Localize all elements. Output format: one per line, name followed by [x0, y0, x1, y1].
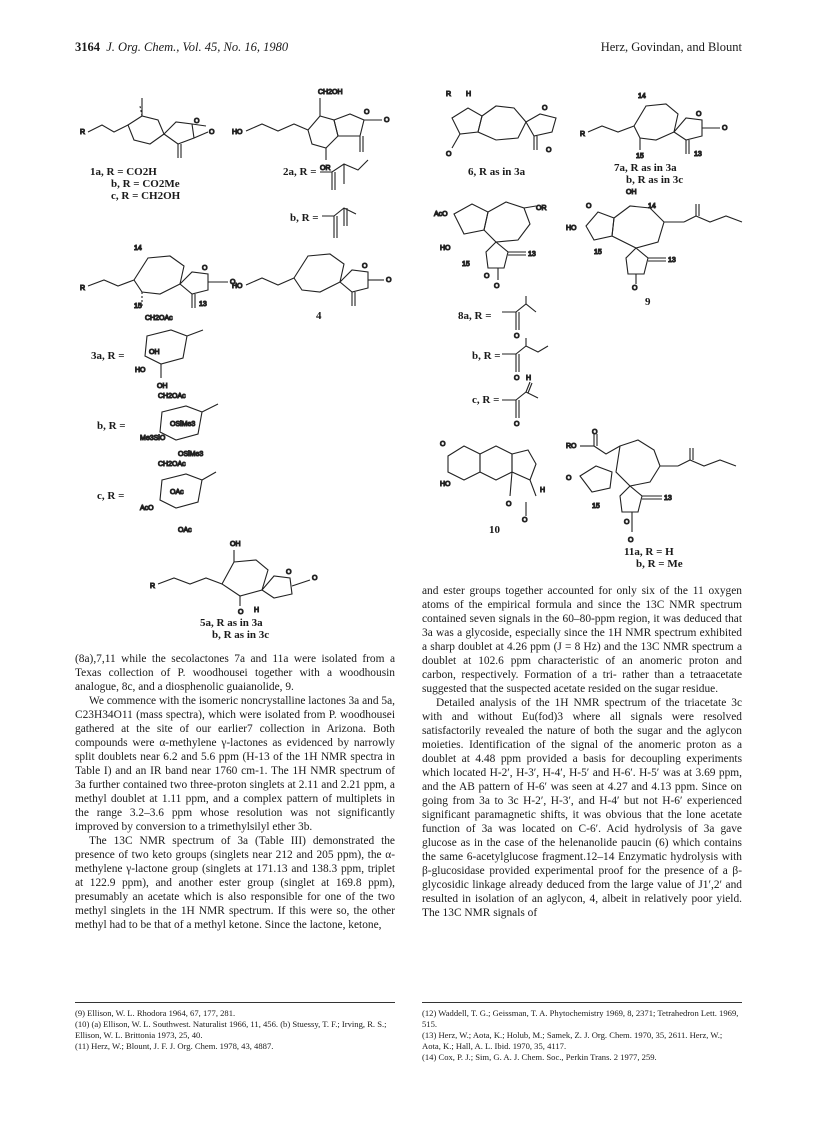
label-2a: 2a, R = — [283, 166, 317, 178]
label-10: 10 — [489, 524, 500, 536]
journal-citation: J. Org. Chem., Vol. 45, No. 16, 1980 — [106, 40, 289, 54]
glucoside-3b-osime3-bottom: OSiMe3 — [178, 451, 204, 458]
structure-6-h: H — [466, 91, 472, 98]
structure-7-c13: 13 — [694, 151, 702, 158]
footnote: (12) Waddell, T. G.; Geissman, T. A. Phytochemistry 1969, 8, 2371; Tetrahedron Lett. 1969, 515. — [422, 1008, 739, 1029]
structure-3-ring-o: O — [202, 265, 208, 272]
paragraph: We commence with the isomeric noncrystalline lactones 3a and 5a, C23H34O11 (mass spectra), which were isolated from P. woodhousei gathered at the site of our earlier7 collection in Arizona. Both compounds were α-methylene γ-lactones as evidenced by narrowly split doublets near 6.2 and 5.6 ppm (H-13 of the 1H NMR spectra in Table I) and an IR band near 1760 cm-1. The 1H NMR spectrum of 3a further contained two three-proton singlets at 2.11 and 2.21 ppm, a methyl doublet at 1.11 ppm, and a complex pattern of multiplets in the range 3.2–3.6 ppm whose resolution was not significantly improved by conversion to a trimethylsilyl ether 3b. — [75, 695, 395, 833]
glucoside-3a-drawing — [135, 312, 215, 392]
glucoside-3c-oac: OAc — [170, 489, 184, 496]
structure-8a-acyl — [500, 294, 550, 340]
structure-3-c14: 14 — [134, 245, 142, 252]
structure-11-drawing — [566, 429, 756, 544]
label-8b: b, R = — [472, 350, 501, 362]
structure-6-ketone-o: O — [446, 151, 452, 158]
structure-8-c15: 15 — [462, 261, 470, 268]
structure-10-ring-o: O — [506, 501, 512, 508]
structure-9-c13: 13 — [668, 257, 676, 264]
label-1b: b, R = CO2Me — [111, 178, 180, 190]
footnote-rule-right — [422, 1002, 742, 1003]
structure-9-carbonyl-o: O — [632, 285, 638, 292]
paragraph: and ester groups together accounted for only six of the 11 oxygen atoms of the empirical formula and since the 13C NMR spectrum contained seven signals in the 60–80-ppm region, it was deduced that 3a was a glycoside, especially since the 1H NMR spectrum exhibited a sharp doublet at 4.26 ppm (J = 8 Hz) and the 13C NMR spectrum a doublet at 102.6 ppm characteristic of an anomeric proton and carbon, respectively. Formation of a tri- rather than a tetraacetate suggested that the suspected acetate resided on the sugar residue. — [422, 585, 742, 695]
structure-3-carbonyl-o: O — [230, 279, 236, 286]
structure-7-r: R — [580, 131, 586, 138]
label-6: 6, R as in 3a — [468, 166, 526, 178]
structure-11-c13: 13 — [664, 495, 672, 502]
paragraph: (8a),7,11 while the secolactones 7a and 11a were isolated from a Texas collection of P. woodhousei together with a woodhousin analogue, 8c, and a diosphenolic guaianolide, 9. — [75, 653, 395, 693]
structure-11-c15: 15 — [592, 503, 600, 510]
glucoside-3b-osime3: OSiMe3 — [170, 421, 196, 428]
structure-3-r: R — [80, 285, 86, 292]
structure-1-drawing — [80, 92, 230, 162]
structure-3-c13: 13 — [199, 301, 207, 308]
structure-8c-h: H — [526, 375, 532, 382]
structure-5-oh: OH — [230, 541, 241, 548]
structure-1-carbonyl-o: O — [209, 129, 215, 136]
structure-2a-acyl — [318, 150, 378, 200]
structure-10-h: H — [540, 487, 546, 494]
structure-5-h: H — [254, 607, 260, 614]
structure-4-carbonyl-o: O — [386, 277, 392, 284]
label-11b: b, R = Me — [636, 558, 683, 570]
structure-8-carbonyl-o: O — [494, 283, 500, 290]
structure-2-ch2oh: CH2OH — [318, 89, 343, 96]
label-3a: 3a, R = — [91, 350, 125, 362]
structure-8a-o: O — [514, 333, 520, 340]
label-1a: 1a, R = CO2H — [90, 166, 157, 178]
glucoside-3a-oh-bottom: OH — [157, 383, 168, 390]
body-left-column — [75, 652, 395, 932]
structure-8b-o: O — [514, 375, 520, 382]
label-3b: b, R = — [97, 420, 126, 432]
structure-5-drawing — [150, 536, 330, 614]
glucoside-3a-oh: OH — [149, 349, 160, 356]
label-5a: 5a, R as in 3a — [200, 617, 263, 629]
structure-4-drawing — [232, 240, 402, 312]
glucoside-3a-ch2oac: CH2OAc — [145, 315, 173, 322]
footnote-rule-left — [75, 1002, 395, 1003]
label-3c: c, R = — [97, 490, 125, 502]
glucoside-3c-aco: AcO — [140, 505, 154, 512]
footnote: (13) Herz, W.; Aota, K.; Holub, M.; Samek, Z. J. Org. Chem. 1970, 35, 2611. Herz, W.; Aota, K.; Hall, A. L. Ibid. 1970, 35, 4117. — [422, 1030, 723, 1051]
glucoside-3c-ch2oac: CH2OAc — [158, 461, 186, 468]
structure-9-ketone-o: O — [586, 203, 592, 210]
body-right-column — [422, 584, 742, 920]
label-9: 9 — [645, 296, 651, 308]
paragraph: The 13C NMR spectrum of 3a (Table III) demonstrated the presence of two keto groups (singlets near 212 and 205 ppm), the α-methylene γ-lactone group (singlets at 171.13 and 138.3 ppm, triplet at 122.9 ppm), and another ester group (singlet at 169.8 ppm), presumably an acetate which is also responsible for one of the two methyl singlets in the 1H NMR spectrum. If this were so, the other methyl had to be that of a methyl ketone. Since the lactone, ketone, — [75, 835, 395, 931]
label-8a: 8a, R = — [458, 310, 492, 322]
structure-5-ring-o: O — [286, 569, 292, 576]
glucoside-3a-ho: HO — [135, 367, 146, 374]
footnote: (10) (a) Ellison, W. L. Southwest. Naturalist 1966, 11, 456. (b) Stuessy, T. F.; Irving, R. S.; Ellison, W. L. Brittonia 1973, 25, 40. — [75, 1019, 387, 1040]
footnote: (14) Cox, P. J.; Sim, G. A. J. Chem. Soc., Perkin Trans. 2 1977, 259. — [422, 1052, 657, 1062]
footnote: (9) Ellison, W. L. Rhodora 1964, 67, 177, 281. — [75, 1008, 236, 1018]
structure-10-carbonyl-o: O — [522, 517, 528, 524]
structure-8c-acyl — [500, 372, 556, 428]
label-2b: b, R = — [290, 212, 319, 224]
glucoside-3b-drawing — [140, 390, 230, 460]
structure-11-carbonyl-o: O — [628, 537, 634, 544]
structure-4-ring-o: O — [362, 263, 368, 270]
structure-5-ketone-o: O — [238, 609, 244, 616]
structure-2-ho: HO — [232, 129, 243, 136]
structure-8-aco: AcO — [434, 211, 448, 218]
structure-3-c15: 15 — [134, 303, 142, 310]
label-4: 4 — [316, 310, 322, 322]
label-7a: 7a, R as in 3a — [614, 162, 677, 174]
structure-1-ring-o: O — [194, 118, 200, 125]
structure-7-c14: 14 — [638, 93, 646, 100]
structure-6-carbonyl-o: O — [546, 147, 552, 154]
label-5b: b, R as in 3c — [212, 629, 270, 641]
structure-9-ho: HO — [566, 225, 577, 232]
structure-7-c15: 15 — [636, 153, 644, 160]
structure-9-drawing — [566, 186, 756, 290]
structure-8-drawing — [432, 190, 562, 290]
structure-2-or: OR — [320, 165, 331, 172]
structure-11-ring-o: O — [624, 519, 630, 526]
structure-9-oh: OH — [626, 189, 637, 196]
structure-7-ring-o: O — [696, 111, 702, 118]
footnote: (11) Herz, W.; Blount, J. F. J. Org. Chem. 1978, 43, 4887. — [75, 1041, 274, 1051]
structure-6-drawing — [438, 88, 568, 158]
structure-8-or: OR — [536, 205, 547, 212]
structure-7-carbonyl-o: O — [722, 125, 728, 132]
glucoside-3c-oac-bottom: OAc — [178, 527, 192, 534]
structure-10-drawing — [440, 436, 560, 522]
structure-2-carbonyl-o: O — [384, 117, 390, 124]
structure-10-ho: HO — [440, 481, 451, 488]
structure-6-r: R — [446, 91, 452, 98]
structure-10-ketone-o: O — [440, 441, 446, 448]
structure-11-ester-o: O — [592, 429, 598, 436]
footnotes-left — [75, 1008, 395, 1052]
structure-9-c15: 15 — [594, 249, 602, 256]
label-11a: 11a, R = H — [624, 546, 674, 558]
footnotes-right — [422, 1008, 742, 1063]
structure-11-ro: RO — [566, 443, 577, 450]
running-header-left — [75, 40, 288, 55]
structure-8-ho: HO — [440, 245, 451, 252]
structure-1-r: R — [80, 129, 86, 136]
glucoside-3c-drawing — [140, 458, 220, 538]
label-1c: c, R = CH2OH — [111, 190, 181, 202]
glucoside-3b-me3sio: Me3SiO — [140, 435, 166, 442]
structure-11-ketone-o: O — [566, 475, 572, 482]
structure-6-ring-o: O — [542, 105, 548, 112]
structure-8-c13: 13 — [528, 251, 536, 258]
page-number: 3164 — [75, 40, 100, 54]
paragraph: Detailed analysis of the 1H NMR spectrum of the triacetate 3c with and without Eu(fod)3 where all signals were resolved satisfactorily revealed the nature of both the sugar and the aglycon moieties. Identification of the signal of the anomeric proton as a doublet at 4.48 ppm provided a basis for decoupling experiments which located H-2′, H-3′, H-4′, H-5′ and H-6′. H-5′ was at 3.69 ppm, and the AB pattern of H-6′ was seen at 4.27 and 4.13 ppm. Since on going from 3a to 3c H-2′, H-3′, and H-4′ but not H-6′ experienced significant paramagnetic shifts, it was obvious that the lone acetate function of 3a was located on C-6′. Acid hydrolysis of 3a gave glucose as in the case of the helenanolide paucin (6) which contains the same 6-acetylglucose fragment.12–14 Enzymatic hydrolysis with β-glucosidase provided experimental proof for the presence of a β-glycosidic linkage already deduced from the large value of J1′,2′ and resulted in isolation of an aglycon, 4, albeit in relatively poor yield. The 13C NMR signals of — [422, 697, 742, 919]
structure-2-ring-o: O — [364, 109, 370, 116]
label-7b: b, R as in 3c — [626, 174, 684, 186]
structure-7-drawing — [580, 90, 740, 160]
structure-9-c14: 14 — [648, 203, 656, 210]
structure-4-ho: HO — [232, 283, 243, 290]
structure-8c-o: O — [514, 421, 520, 428]
running-header-authors: Herz, Govindan, and Blount — [600, 40, 742, 54]
structure-5-r: R — [150, 583, 156, 590]
structure-5-carbonyl-o: O — [312, 575, 318, 582]
structure-8-ring-o: O — [484, 273, 490, 280]
glucoside-3b-ch2oac: CH2OAc — [158, 393, 186, 400]
label-8c: c, R = — [472, 394, 500, 406]
